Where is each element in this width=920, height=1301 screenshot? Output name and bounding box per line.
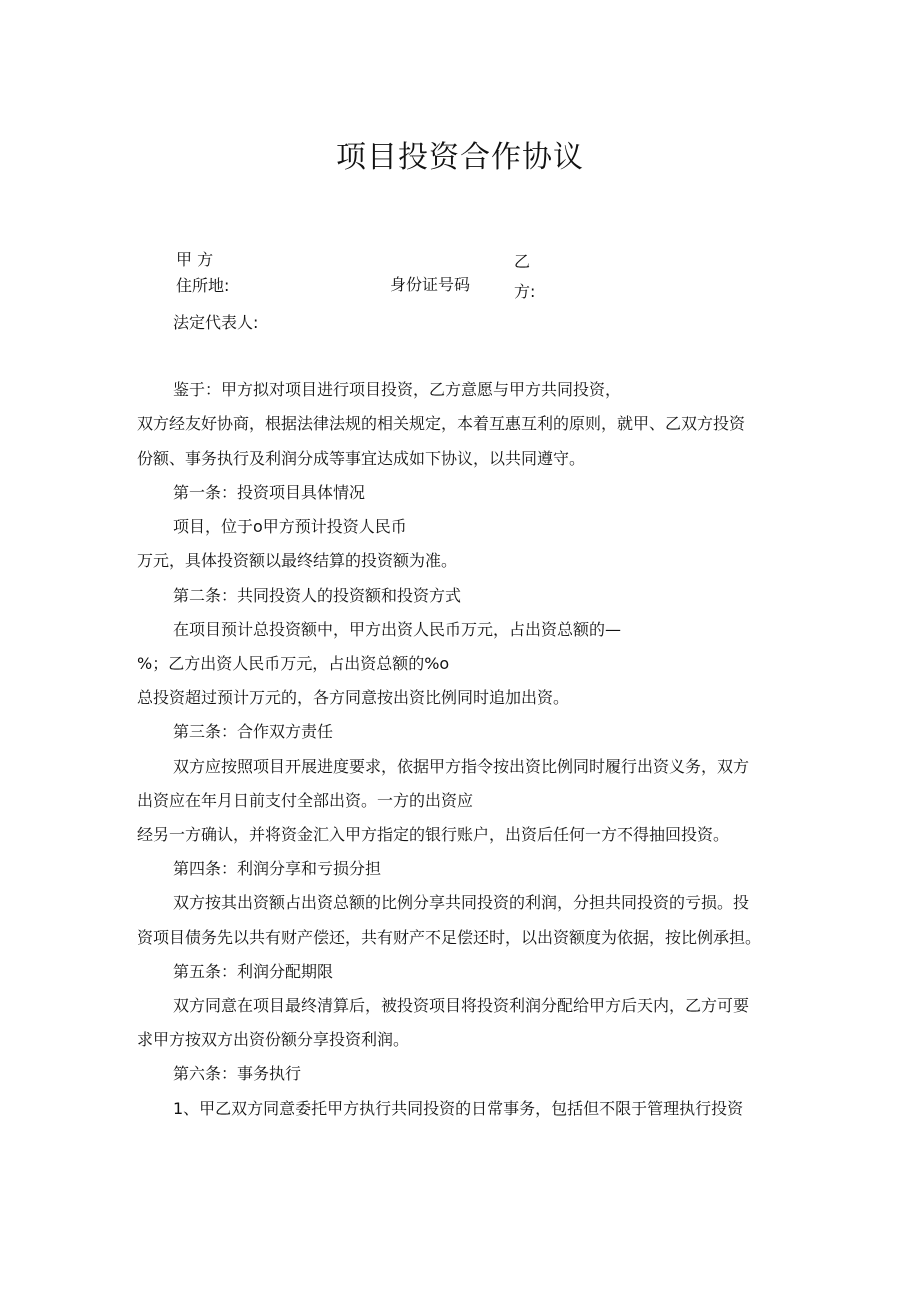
party-b-label-line2: 方: — [514, 282, 536, 301]
legal-rep-label: 法定代表人: — [173, 313, 259, 332]
paragraph-line: 1、甲乙双方同意委托甲方执行共同投资的日常事务，包括但不限于管理执行投资 — [173, 1099, 744, 1118]
paragraph-line: 双方应按照项目开展进度要求，依据甲方指令按出资比例同时履行出资义务，双方 — [173, 757, 750, 776]
section-heading: 第一条：投资项目具体情况 — [173, 483, 366, 502]
section-heading: 第三条：合作双方责任 — [173, 722, 334, 741]
paragraph-line: 资项目债务先以共有财产偿还，共有财产不足偿还时，以出资额度为依据，按比例承担。 — [137, 928, 762, 947]
section-heading: 第二条：共同投资人的投资额和投资方式 — [173, 586, 462, 605]
paragraph-line: 经另一方确认，并将资金汇入甲方指定的银行账户，出资后任何一方不得抽回投资。 — [137, 825, 730, 844]
paragraph-line: 鉴于：甲方拟对项目进行项目投资，乙方意愿与甲方共同投资， — [173, 380, 622, 399]
party-a-label: 甲 方 — [176, 250, 214, 269]
party-b-label-line1: 乙 — [514, 252, 531, 271]
id-number-label: 身份证号码 — [390, 275, 471, 294]
paragraph-line: 项目，位于o甲方预计投资人民币 — [173, 517, 407, 536]
paragraph-line: 双方同意在项目最终清算后，被投资项目将投资利润分配给甲方后天内，乙方可要 — [173, 996, 750, 1015]
paragraph-line: 总投资超过预计万元的，各方同意按出资比例同时追加出资。 — [137, 688, 570, 707]
paragraph-line: 在项目预计总投资额中，甲方出资人民币万元，占出资总额的— — [173, 620, 622, 639]
paragraph-line: 出资应在年月日前支付全部出资。一方的出资应 — [137, 791, 474, 810]
paragraph-line: 万元，具体投资额以最终结算的投资额为准。 — [137, 551, 458, 570]
paragraph-line: 求甲方按双方出资份额分享投资利润。 — [137, 1030, 410, 1049]
section-heading: 第六条：事务执行 — [173, 1064, 302, 1083]
paragraph-line: 双方经友好协商，根据法律法规的相关规定，本着互惠互利的原则，就甲、乙双方投资 — [137, 414, 746, 433]
section-heading: 第四条：利润分享和亏损分担 — [173, 859, 382, 878]
paragraph-line: %；乙方出资人民币万元，占出资总额的%o — [137, 654, 450, 673]
section-heading: 第五条：利润分配期限 — [173, 962, 334, 981]
document-title: 项目投资合作协议 — [336, 140, 584, 175]
paragraph-line: 份额、事务执行及利润分成等事宜达成如下协议，以共同遵守。 — [137, 449, 586, 468]
address-label: 住所地: — [176, 276, 230, 295]
paragraph-line: 双方按其出资额占出资总额的比例分享共同投资的利润，分担共同投资的亏损。投 — [173, 893, 750, 912]
